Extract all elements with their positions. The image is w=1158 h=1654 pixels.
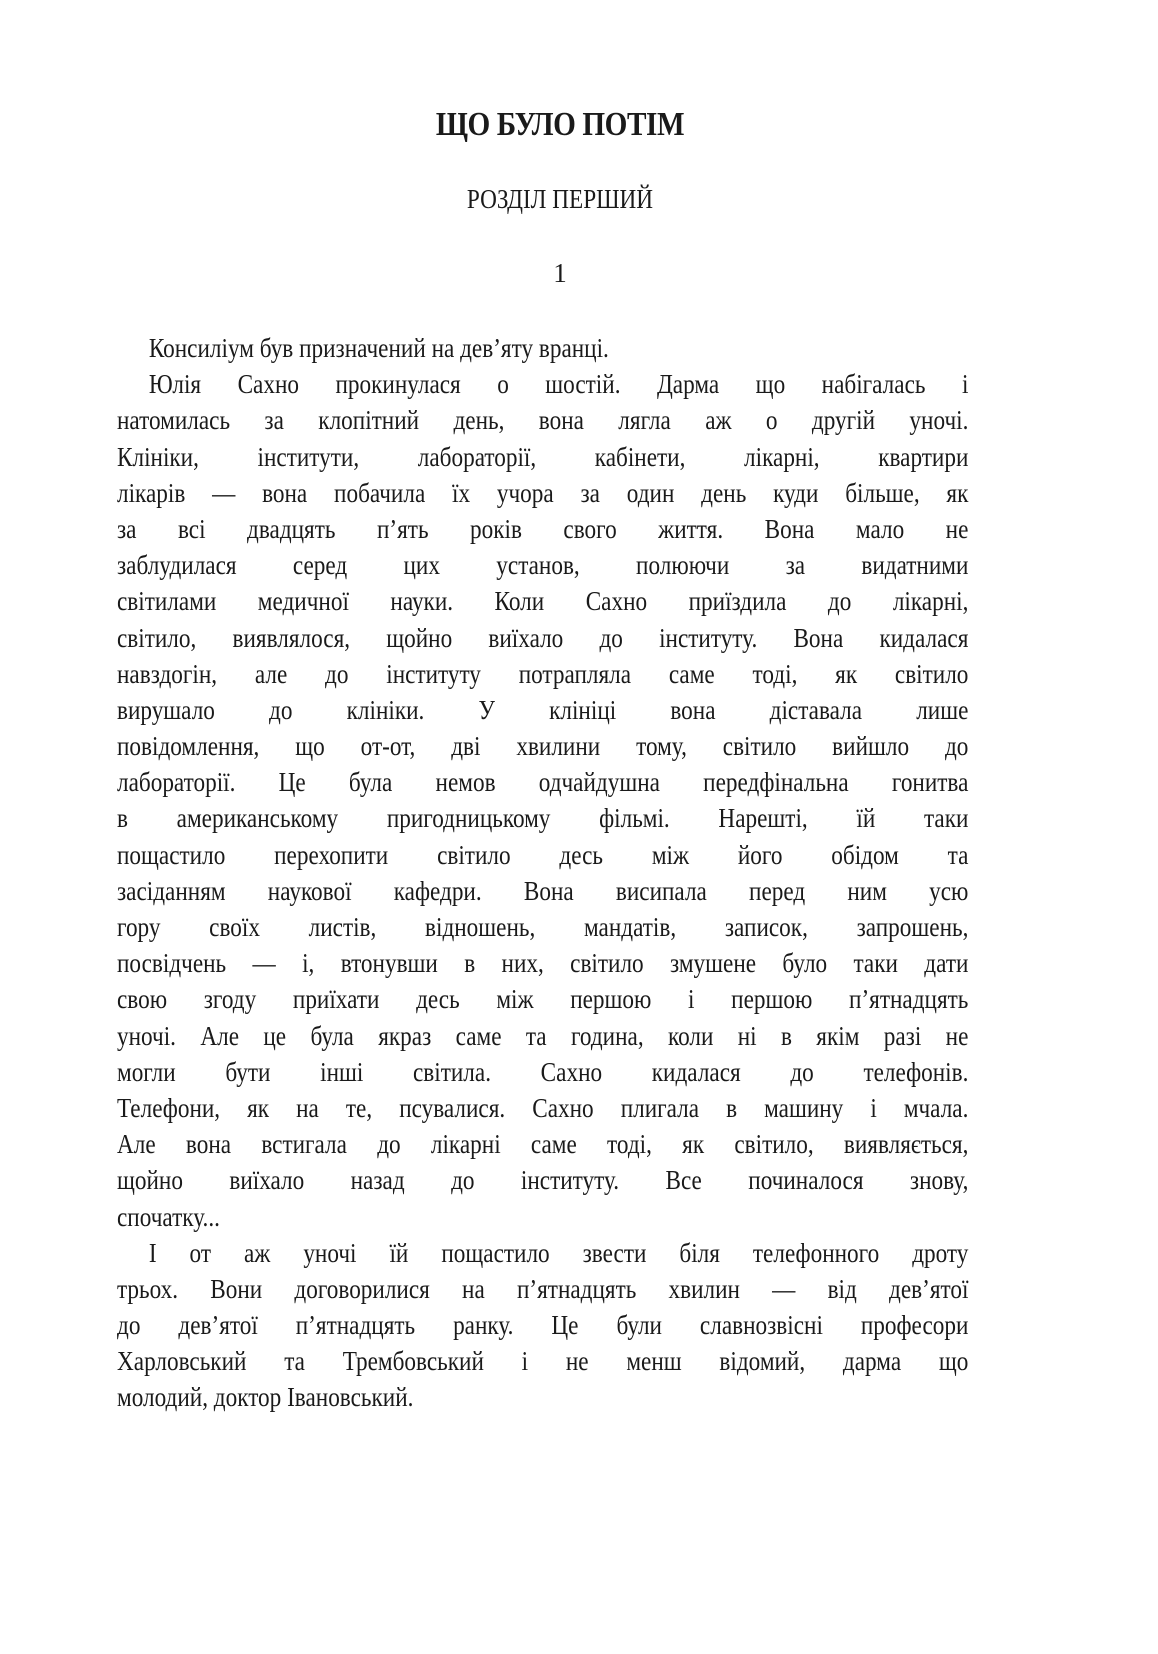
text-line: натомилась за клопітний день, вона лягла аж о другій уночі. (117, 405, 969, 436)
text-line: Юлія Сахно прокинулася о шостій. Дарма що набігалась і (148, 369, 969, 400)
book-title: ЩО БУЛО ПОТІМ (435, 106, 685, 143)
text-line: в американському пригодницькому фільмі. Нарешті, їй таки (117, 803, 969, 834)
text-line: свою згоду приїхати десь між першою і першою п’ятнадцять (117, 984, 969, 1015)
text-line: світилами медичної науки. Коли Сахно приїздила до лікарні, (117, 586, 969, 617)
text-line: засіданням наукової кафедри. Вона висипала перед ним усю (117, 875, 969, 906)
text-line: посвідчень — і, втонувши в них, світило змушене було таки дати (117, 948, 969, 979)
text-line: Консиліум був призначений на дев’яту вранці. (148, 333, 609, 363)
text-line: уночі. Але це була якраз саме та година, коли ні в якім разі не (117, 1020, 969, 1051)
text-line: щойно виїхало назад до інституту. Все починалося знову, (117, 1165, 969, 1196)
text-line: гору своїх листів, відношень, мандатів, записок, запрошень, (117, 912, 969, 942)
text-line: могли бути інші світила. Сахно кидалася до телефонів. (117, 1056, 969, 1087)
paragraph (117, 330, 968, 366)
text-line: за всі двадцять п’ять років свого життя. Вона мало не (117, 513, 969, 544)
text-line: пощастило перехопити світило десь між його обідом та (117, 839, 969, 870)
text-line: трьох. Вони договорилися на п’ятнадцять хвилин — від дев’ятої (117, 1273, 969, 1304)
text-line: Харловський та Трембовський і не менш відомий, дарма що (117, 1346, 969, 1377)
text-line: молодий, доктор Івановський. (117, 1382, 414, 1413)
text-line: Телефони, як на те, псувалися. Сахно плигала в машину і мчала. (117, 1092, 969, 1123)
text-line: заблудилася серед цих установ, полюючи за видатними (117, 550, 969, 581)
text-line: І от аж уночі їй пощастило звести біля телефонного дроту (148, 1237, 969, 1268)
chapter-heading: РОЗДІЛ ПЕРШИЙ (466, 184, 654, 214)
section-number: 1 (553, 258, 567, 288)
text-line: до дев’ятої п’ятнадцять ранку. Це були славнозвісні професори (117, 1310, 969, 1341)
text-line: вирушало до клініки. У клініці вона діставала лише (117, 694, 969, 725)
paragraph (117, 1235, 968, 1416)
text-line: світило, виявлялося, щойно виїхало до інституту. Вона кидалася (117, 622, 969, 653)
text-line: навздогін, але до інституту потрапляла саме тоді, як світило (117, 658, 969, 689)
body-text (117, 330, 968, 1416)
paragraph (117, 366, 968, 1235)
text-line: лабораторії. Це була немов одчайдушна передфінальна гонитва (117, 767, 969, 798)
text-line: Клініки, інститути, лабораторії, кабінети, лікарні, квартири (117, 441, 969, 472)
text-line: Але вона встигала до лікарні саме тоді, як світило, виявляється, (117, 1129, 969, 1160)
text-line: повідомлення, що от-от, дві хвилини тому, світило вийшло до (117, 731, 969, 762)
text-line: спочатку... (117, 1201, 220, 1232)
text-line: лікарів — вона побачила їх учора за один день куди більше, як (117, 477, 969, 508)
